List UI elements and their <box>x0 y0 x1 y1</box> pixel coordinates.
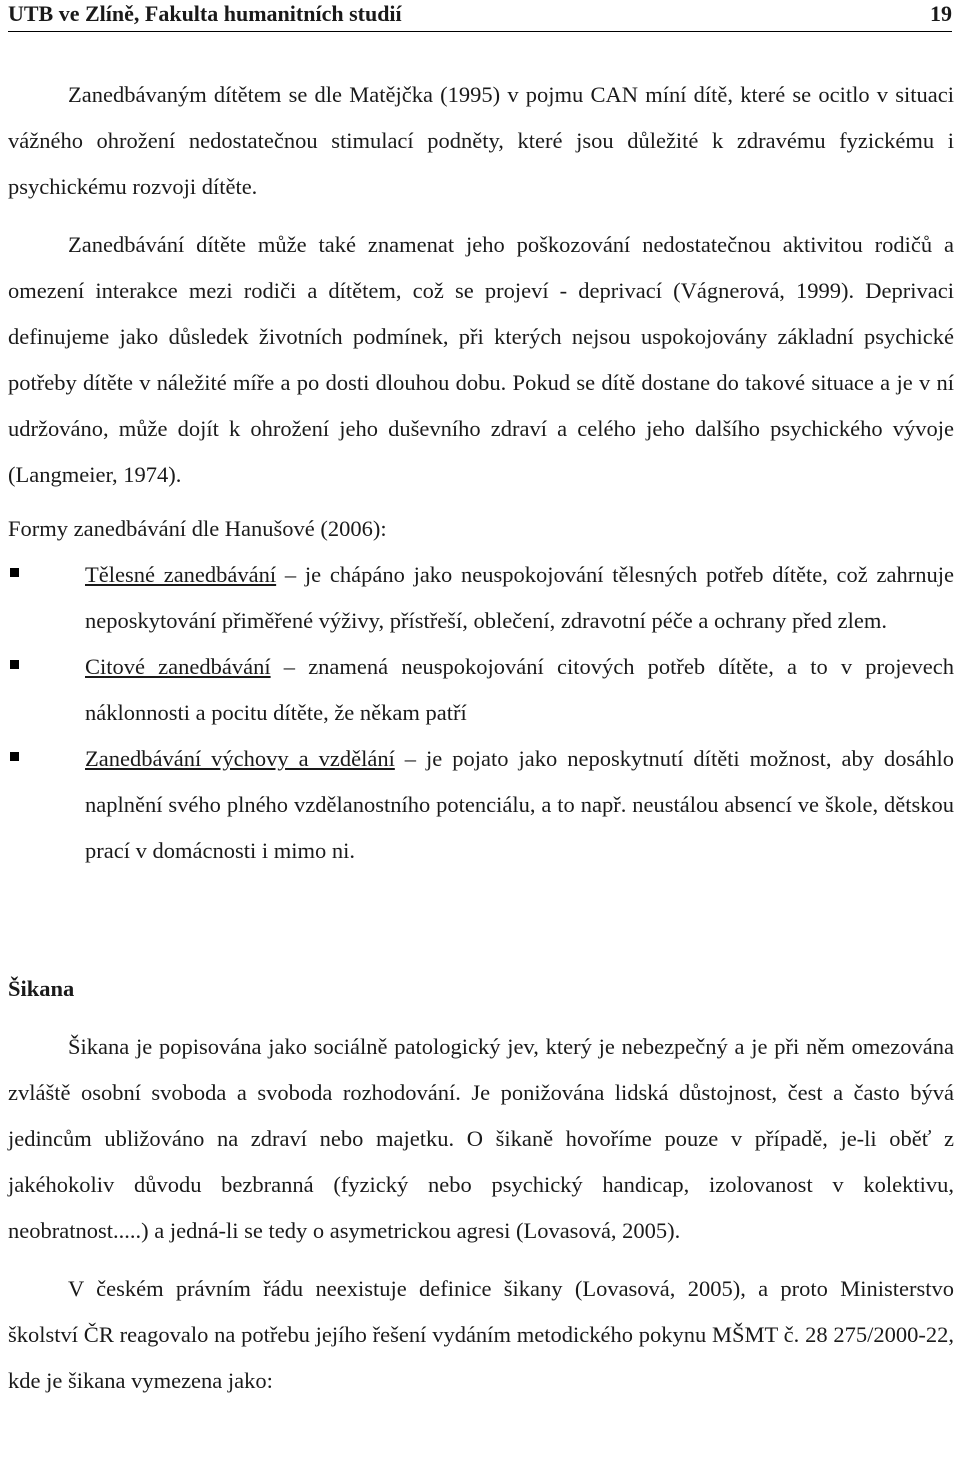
paragraph-legal: V českém právním řádu neexistuje definice šikany (Lovasová, 2005), a proto Ministerstvo školství ČR reagovalo na potřebu jejího řešení vydáním metodického pokynu MŠMT č. 28 275/2000-22, kde je šikana vymezena jako: <box>8 1276 954 1393</box>
forms-intro: Formy zanedbávání dle Hanušové (2006): <box>8 516 387 541</box>
form-description: – je chápáno jako neuspokojování tělesných potřeb dítěte, což zahrnuje neposkytování přiměřené výživy, přístřeší, oblečení, zdravotní péče a ochrany před zlem. <box>85 562 954 633</box>
form-description: – znamená neuspokojování citových potřeb dítěte, a to v projevech náklonnosti a pocitu dítěte, že někam patří <box>85 654 954 725</box>
square-bullet-icon <box>10 660 19 669</box>
form-description: – je pojato jako neposkytnutí dítěti možnost, aby dosáhlo naplnění svého plného vzdělanostního potenciálu, a to např. neustálou absencí ve škole, dětskou prací v domácnosti i mimo ni. <box>85 746 954 863</box>
list-item <box>8 552 954 644</box>
paragraph-deprivation: Zanedbávání dítěte může také znamenat jeho poškozování nedostatečnou aktivitou rodičů a omezení interakce mezi rodiči a dítětem, což se projeví - deprivací (Vágnerová, 1999). Deprivaci definujeme jako důsledek životních podmínek, při kterých nejsou uspokojovány základní psychické potřeby dítěte v náležité míře a po dosti dlouhou dobu. Pokud se dítě dostane do takové situace a je v ní udržováno, může dojít k ohrožení jeho duševního zdraví a celého jeho dalšího psychického vývoje (Langmeier, 1974). <box>8 232 954 487</box>
header-title: UTB ve Zlíně, Fakulta humanitních studií <box>8 1 402 26</box>
paragraph-neglected-child: Zanedbávaným dítětem se dle Matějčka (1995) v pojmu CAN míní dítě, které se ocitlo v situaci vážného ohrožení nedostatečnou stimulací podněty, které jsou důležité k zdravému fyzickému i psychickému rozvoji dítěte. <box>8 82 954 199</box>
list-item <box>8 644 954 736</box>
page-number: 19 <box>930 1 952 26</box>
forms-list <box>8 552 954 874</box>
page-header <box>8 0 952 32</box>
square-bullet-icon <box>10 568 19 577</box>
section-heading: Šikana <box>8 976 75 1001</box>
list-item <box>8 736 954 874</box>
form-term: Zanedbávání výchovy a vzdělání <box>85 746 395 771</box>
square-bullet-icon <box>10 752 19 761</box>
page-content <box>8 72 954 1404</box>
paragraph-bullying-definition: Šikana je popisována jako sociálně patologický jev, který je nebezpečný a je při něm omezována zvláště osobní svoboda a svoboda rozhodování. Je ponižována lidská důstojnost, čest a často bývá jedincům ubližováno na zdraví nebo majetku. O šikaně hovoříme pouze v případě, je-li oběť z jakéhokoliv důvodu bezbranná (fyzický nebo psychický handicap, izolovanost v kolektivu, neobratnost.....) a jedná-li se tedy o asymetrickou agresi (Lovasová, 2005). <box>8 1034 954 1243</box>
form-term: Tělesné zanedbávání <box>85 562 277 587</box>
form-term: Citové zanedbávání <box>85 654 271 679</box>
